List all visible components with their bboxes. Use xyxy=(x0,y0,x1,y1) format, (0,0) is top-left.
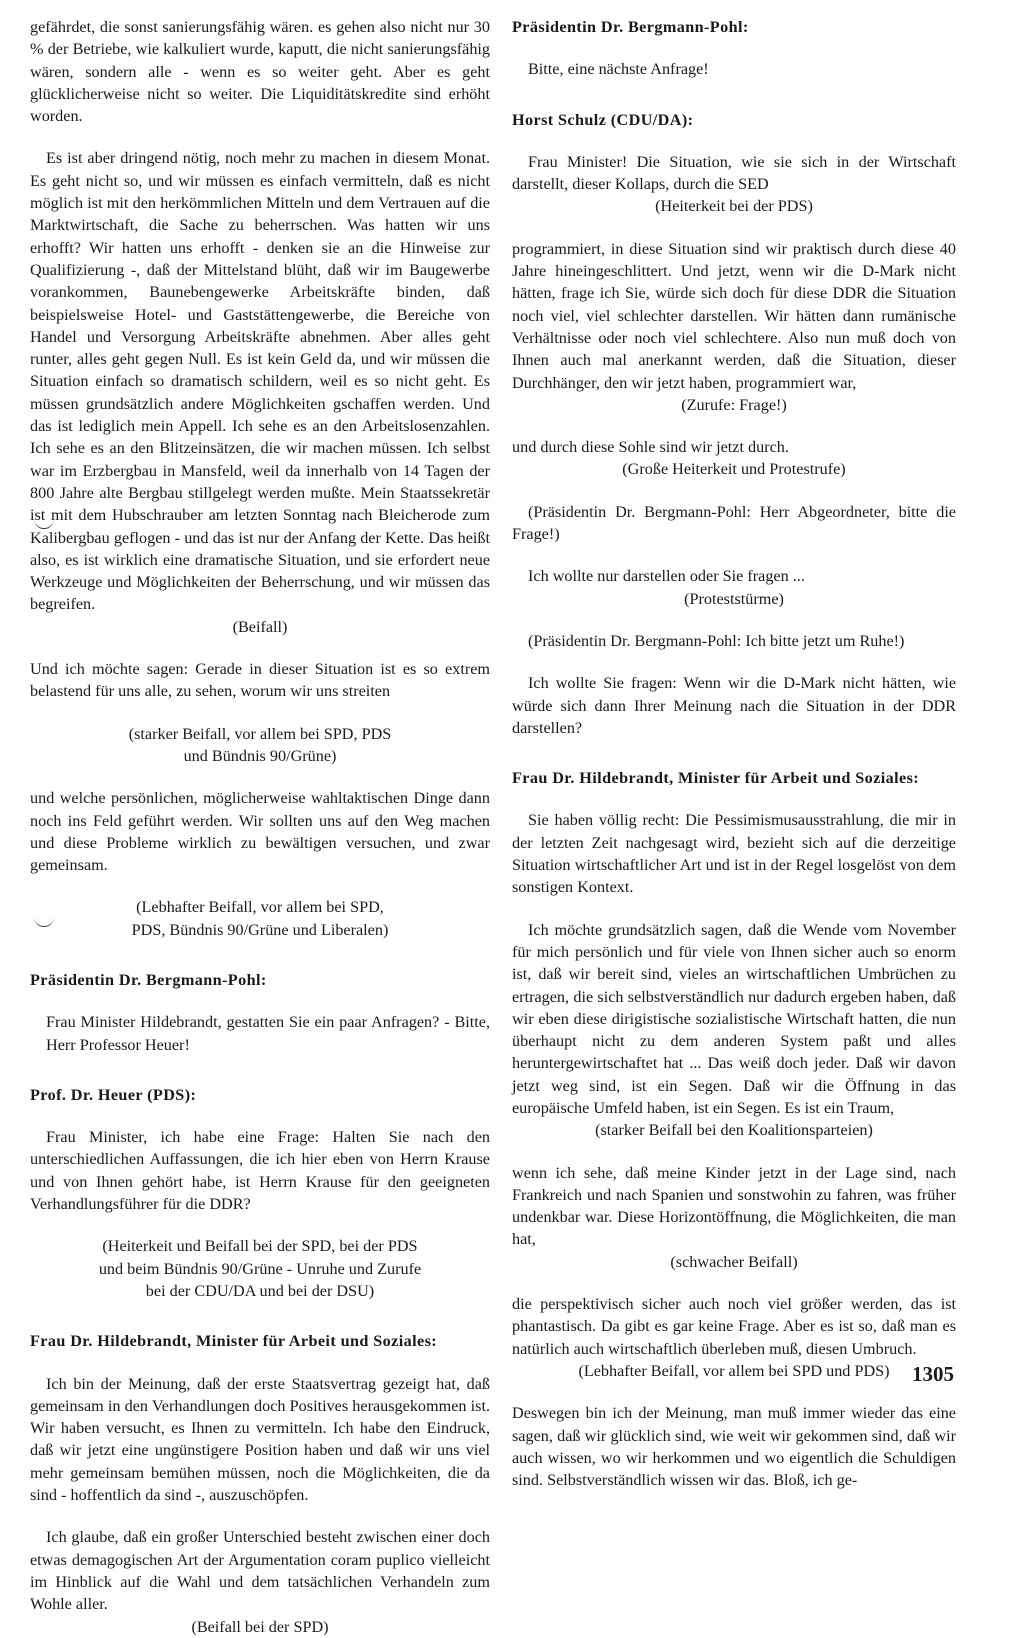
interjection-line: und beim Bündnis 90/Grüne - Unruhe und Zurufe xyxy=(98,1259,422,1278)
left-column xyxy=(30,16,490,1638)
speaker-heading: Präsidentin Dr. Bergmann-Pohl: xyxy=(512,18,749,36)
paragraph: wenn ich sehe, daß meine Kinder jetzt in der Lage sind, nach Frankreich und nach Spanien und sonstwohin zu fahren, was früher undenkbar war. Diese Horizontöffnung, die Möglichkeiten, die man hat, xyxy=(512,1163,956,1249)
paragraph: Frau Minister Hildebrandt, gestatten Sie ein paar Anfragen? - Bitte, Herr Professor Heuer! xyxy=(46,1013,490,1054)
interjection: (schwacher Beifall) xyxy=(670,1252,798,1271)
interjection: (Lebhafter Beifall, vor allem bei SPD und PDS) xyxy=(578,1361,890,1380)
speaker-heading: Präsidentin Dr. Bergmann-Pohl: xyxy=(30,970,267,989)
interjection: (Proteststürme) xyxy=(684,589,784,608)
interjection: (Beifall bei der SPD) xyxy=(191,1617,329,1636)
paragraph: und welche persönlichen, möglicherweise wahltaktischen Dinge dann noch ins Feld geführt werden. Wir sollten uns auf den Weg machen und diese Probleme wirklich zu bewältigen versuchen, und zwar gemeinsam. xyxy=(30,789,490,875)
speaker-heading: Prof. Dr. Heuer (PDS): xyxy=(30,1085,197,1104)
interjection: (Beifall) xyxy=(232,617,288,636)
speaker-heading: Frau Dr. Hildebrandt, Minister für Arbeit und Soziales: xyxy=(512,769,920,788)
paragraph: Ich wollte nur darstellen oder Sie fragen ... xyxy=(528,567,805,586)
paragraph: Frau Minister, ich habe eine Frage: Halten Sie nach den unterschiedlichen Auffassungen, die ich hier eben von Herrn Krause und von Ihnen gehört habe, ist Herrn Krause für den geeigneten Verhandlungsführer für die DDR? xyxy=(30,1128,490,1214)
paragraph: Und ich möchte sagen: Gerade in dieser Situation ist es so extrem belastend für uns alle, zu sehen, worum wir uns streiten xyxy=(30,660,490,701)
paragraph: Ich möchte grundsätzlich sagen, daß die Wende vom November für mich persönlich und für viele von Ihnen sicher auch so enorm ist, daß wir bereit sind, vieles an wirtschaftlichen Umbrüchen zu ertragen, die sich selbstverständlich nur dadurch ergeben haben, daß wir eben diese dirigistische sozialistische Wirtschaft hatten, die nun überhaupt nicht zu dem anderen System paßt und alles heruntergewirtschaftet hat ... Das weiß doch jeder. Daß wir davon jetzt weg sind, ist ein Segen. Daß wir die Öffnung in das europäische Umfeld haben, ist ein Segen. Es ist ein Traum, xyxy=(512,920,956,1117)
interjection: (Große Heiterkeit und Protestrufe) xyxy=(622,460,846,479)
speaker-heading: Frau Dr. Hildebrandt, Minister für Arbeit und Soziales: xyxy=(30,1332,438,1351)
paragraph: Es ist aber dringend nötig, noch mehr zu machen in diesem Monat. Es geht nicht so, und wir müssen es einfach vermitteln, daß es nicht möglich ist mit den herkömmlichen Mitteln und dem Vertrauen auf die Marktwirtschaft, die Sache zu beherrschen. Was hatten wir uns erhofft? Wir hatten uns erhofft - denken sie an die Hinweise zur Qualifizierung -, daß der Mittelstand blüht, daß wir im Baugewerbe vorankommen, Baunebengewerke Arbeitskräfte binden, daß beispielsweise Hotel- und Gaststättengewerbe, die Bereiche von Handel und Versorgung Arbeitskräfte abnehmen. Aber alles geht runter, alles geht gegen Null. Es ist kein Geld da, und wir müssen die Situation einfach so dramatisch schildern, weil es so nicht geht. Es müssen grundsätzlich andere Möglichkeiten gschaffen werden. Und das ist lediglich mein Appell. Ich sehe es an den Arbeitslosenzahlen. Ich sehe es an den Blitzeinsätzen, die wir machen müssen. Ich selbst war im Erzbergbau in Mansfeld, weil da innerhalb von 14 Tagen der 800 Jahre alte Bergbau stillgelegt werden mußte. Mein Staatssekretär ist mit dem Hubschrauber am letzten Sonntag nach Bleicherode zum Kalibergbau geflogen - und das ist nur der Anfang der Kette. Das heißt also, es ist wirklich eine dramatische Situation, und sie erfordert neue Werkzeuge und Möglichkeiten der Beherrschung, und wir müssen das begreifen. xyxy=(30,149,490,614)
interjection xyxy=(30,723,490,768)
paragraph: (Präsidentin Dr. Bergmann-Pohl: Herr Abgeordneter, bitte die Frage!) xyxy=(512,502,956,544)
page-number: 1305 xyxy=(912,1362,954,1386)
paragraph: Deswegen bin ich der Meinung, man muß immer wieder das eine sagen, daß wir glücklich sind, wie weit wir gekommen sind, daß wir auch wissen, wo wir herkommen und wo eigentlich die Schuldigen sind. Selbstverständlich wissen wir das. Bloß, ich ge- xyxy=(512,1404,956,1490)
paragraph: gefährdet, die sonst sanierungsfähig wären. es gehen also nicht nur 30 % der Betriebe, wie kalkuliert wurde, kaputt, die nicht sanierungsfähig wären, sondern alle - wenn es so weiter geht. Aber es geht glücklicherweise nicht so weiter. Die Liquiditätskredite sind erhöht worden. xyxy=(30,18,490,126)
interjection-line: und Bündnis 90/Grüne) xyxy=(183,746,337,765)
interjection-line: bei der CDU/DA und bei der DSU) xyxy=(145,1281,375,1300)
paragraph: programmiert, in diese Situation sind wir praktisch durch diese 40 Jahre hineingeschlittert. Und jetzt, wenn wir die D-Mark nicht hätten, frage ich Sie, würde sich doch für diese DDR die Situation noch viel, viel schlechter darstellen. Wir hätten dann rumänische Verhältnisse oder noch viel schlechtere. Also nun muß doch von Ihnen auch mal anerkannt werden, daß die Situation, dieser Durchhänger, den wir jetzt haben, programmiert war, xyxy=(512,239,956,392)
paragraph: Bitte, eine nächste Anfrage! xyxy=(528,60,709,79)
interjection-line: (starker Beifall, vor allem bei SPD, PDS xyxy=(128,724,392,743)
interjection xyxy=(30,1235,490,1302)
paragraph: die perspektivisch sicher auch noch viel größer werden, das ist phantastisch. Da gibt es gar keine Frage. Aber es ist so, daß man es natürlich auch wirtschaftlich überleben muß, diesen Umbruch. xyxy=(512,1295,956,1358)
paragraph: Ich bin der Meinung, daß der erste Staatsvertrag gezeigt hat, daß gemeinsam in den Verhandlungen doch Positives herausgekommen ist. Wir haben versucht, es Ihnen zu vermitteln. Ich habe den Eindruck, daß wir jetzt eine ungünstigere Position haben und daß wir uns viel mehr gemeinsam bemühen müssen, noch die Möglichkeiten, die da sind - hoffentlich da sind -, auszuschöpfen. xyxy=(30,1374,490,1505)
interjection-line: PDS, Bündnis 90/Grüne und Liberalen) xyxy=(131,920,389,939)
right-column xyxy=(512,16,956,1491)
interjection: (Heiterkeit bei der PDS) xyxy=(655,197,813,216)
interjection xyxy=(30,896,490,941)
speaker-heading: Horst Schulz (CDU/DA): xyxy=(512,110,694,129)
paragraph: und durch diese Sohle sind wir jetzt durch. xyxy=(512,438,789,457)
paragraph: Frau Minister! Die Situation, wie sie sich in der Wirtschaft darstellt, dieser Kollaps, durch die SED xyxy=(512,152,956,194)
interjection: (Zurufe: Frage!) xyxy=(681,395,787,414)
paragraph: Sie haben völlig recht: Die Pessimismusausstrahlung, die mir in der letzten Zeit nachgesagt wird, bezieht sich auf die derzeitige Situation wirtschaftlicher Art und ist in der Regel losgelöst von dem sonstigen Kontext. xyxy=(512,811,956,897)
interjection-line: (Lebhafter Beifall, vor allem bei SPD, xyxy=(136,898,384,917)
paragraph: Ich wollte Sie fragen: Wenn wir die D-Mark nicht hätten, wie würde sich dann Ihrer Meinung nach die Situation in der DDR darstellen? xyxy=(512,674,956,737)
interjection-line: (Heiterkeit und Beifall bei der SPD, bei der PDS xyxy=(102,1237,418,1256)
paragraph: (Präsidentin Dr. Bergmann-Pohl: Ich bitte jetzt um Ruhe!) xyxy=(528,631,905,650)
paragraph: Ich glaube, daß ein großer Unterschied besteht zwischen einer doch etwas demagogischen Art der Argumentation coram puplico vielleicht im Hinblick auf die Wahl und dem tatsächlichen Verhandeln zum Wohle aller. xyxy=(30,1528,490,1614)
interjection: (starker Beifall bei den Koalitionsparteien) xyxy=(595,1121,873,1140)
